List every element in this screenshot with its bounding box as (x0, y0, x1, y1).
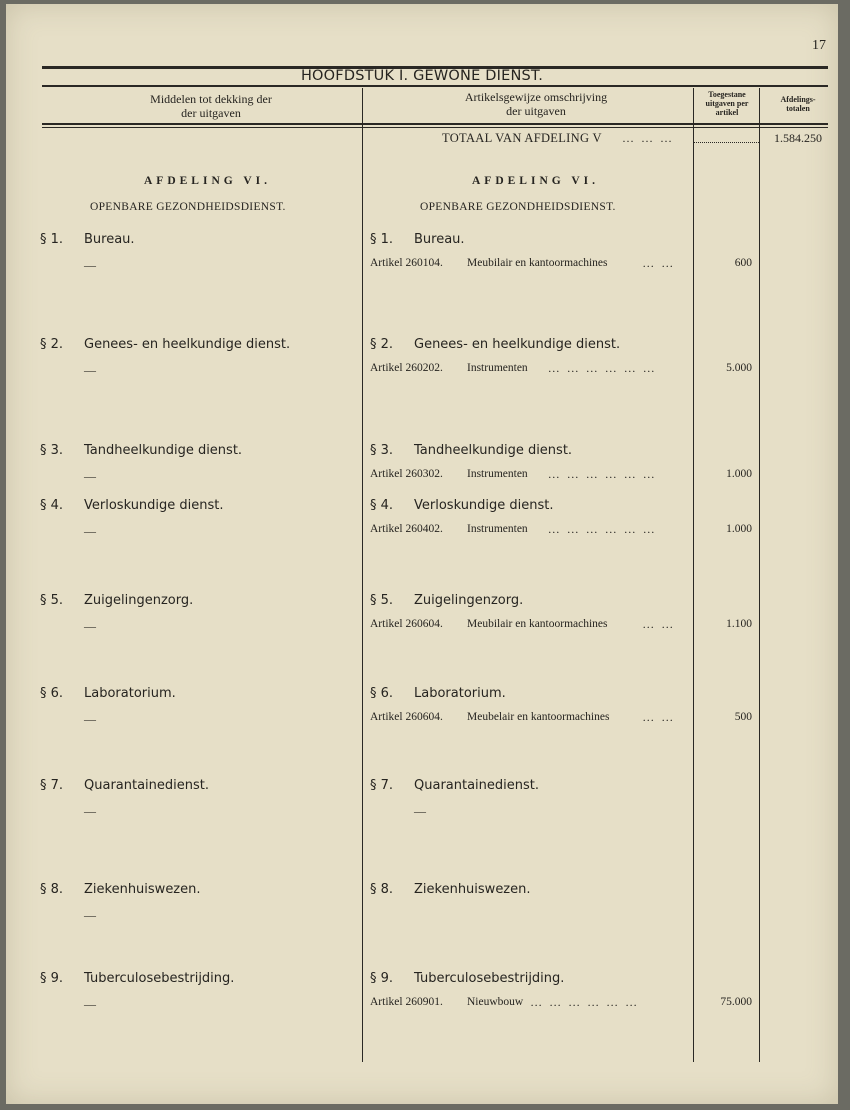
total-underline (693, 128, 759, 143)
left-section-name: Ziekenhuiswezen. (84, 882, 201, 897)
right-section-number: § 6. (370, 686, 394, 701)
left-section-number: § 9. (40, 971, 64, 986)
left-section-name: Quarantainedienst. (84, 778, 210, 793)
document-page (6, 4, 838, 1104)
title-rule (42, 85, 828, 87)
right-section-number: § 8. (370, 882, 394, 897)
left-dash: — (84, 908, 96, 922)
article-number: Artikel 260402. (370, 523, 443, 535)
article-description: Instrumenten (467, 523, 528, 535)
right-section-name: Verloskundige dienst. (414, 498, 554, 513)
left-section-name: Tuberculosebestrijding. (84, 971, 235, 986)
article-amount: 600 (734, 257, 752, 269)
article-dots: … … … … … … (530, 995, 640, 1009)
right-section-number: § 3. (370, 443, 394, 458)
header-rule (42, 123, 828, 125)
page-number: 17 (812, 38, 826, 53)
left-section-number: § 7. (40, 778, 64, 793)
column-header-totals: Afdelings- totalen (780, 95, 816, 113)
right-dash: — (414, 804, 426, 818)
left-section-number: § 2. (40, 337, 64, 352)
article-amount: 75.000 (720, 996, 752, 1008)
article-dots: … … … … … … (547, 522, 657, 536)
total-dots: … … … (622, 131, 674, 145)
column-divider-totals (759, 88, 760, 1062)
chapter-title: HOOFDSTUK I. GEWONE DIENST. (300, 68, 544, 84)
article-number: Artikel 260901. (370, 996, 443, 1008)
left-dash: — (84, 524, 96, 538)
left-section-name: Laboratorium. (84, 686, 176, 701)
article-description: Meubilair en kantoormachines (467, 618, 608, 630)
left-afdeling-heading: AFDELING VI. (144, 175, 272, 187)
column-header-allowed: Toegestane uitgaven per artikel (705, 90, 749, 117)
article-dots: … … … … … … (547, 467, 657, 481)
right-section-number: § 4. (370, 498, 394, 513)
right-section-number: § 9. (370, 971, 394, 986)
left-section-name: Zuigelingenzorg. (84, 593, 194, 608)
total-label: TOTAAL VAN AFDELING V (442, 131, 602, 145)
total-value: 1.584.250 (774, 131, 822, 145)
left-dash: — (84, 712, 96, 726)
right-section-name: Quarantainedienst. (414, 778, 540, 793)
article-number: Artikel 260302. (370, 468, 443, 480)
right-dienst-heading: OPENBARE GEZONDHEIDSDIENST. (420, 201, 616, 213)
right-section-name: Tandheelkundige dienst. (414, 443, 573, 458)
left-section-number: § 4. (40, 498, 64, 513)
left-section-name: Genees- en heelkundige dienst. (84, 337, 291, 352)
article-description: Meubilair en kantoormachines (467, 257, 608, 269)
article-number: Artikel 260104. (370, 257, 443, 269)
left-section-number: § 3. (40, 443, 64, 458)
article-amount: 500 (734, 711, 752, 723)
right-afdeling-heading: AFDELING VI. (472, 175, 600, 187)
article-amount: 1.100 (726, 618, 752, 630)
left-dash: — (84, 619, 96, 633)
right-section-name: Genees- en heelkundige dienst. (414, 337, 621, 352)
right-section-name: Zuigelingenzorg. (414, 593, 524, 608)
right-section-number: § 2. (370, 337, 394, 352)
left-dash: — (84, 804, 96, 818)
left-section-number: § 1. (40, 232, 64, 247)
article-number: Artikel 260604. (370, 711, 443, 723)
column-header-description: Artikelsgewijze omschrijving der uitgaven (464, 90, 608, 118)
left-section-number: § 6. (40, 686, 64, 701)
left-dash: — (84, 997, 96, 1011)
left-section-name: Bureau. (84, 232, 135, 247)
article-description: Instrumenten (467, 468, 528, 480)
article-amount: 1.000 (726, 523, 752, 535)
right-section-name: Laboratorium. (414, 686, 506, 701)
article-dots: … … … … … … (547, 361, 657, 375)
right-section-number: § 5. (370, 593, 394, 608)
right-section-name: Tuberculosebestrijding. (414, 971, 565, 986)
article-number: Artikel 260604. (370, 618, 443, 630)
left-section-name: Verloskundige dienst. (84, 498, 224, 513)
right-section-name: Ziekenhuiswezen. (414, 882, 531, 897)
article-number: Artikel 260202. (370, 362, 443, 374)
article-dots: … … (642, 256, 676, 270)
column-header-means: Middelen tot dekking der der uitgaven (150, 92, 272, 120)
article-description: Meubelair en kantoormachines (467, 711, 610, 723)
left-dienst-heading: OPENBARE GEZONDHEIDSDIENST. (90, 201, 286, 213)
article-amount: 5.000 (726, 362, 752, 374)
article-description: Instrumenten (467, 362, 528, 374)
article-amount: 1.000 (726, 468, 752, 480)
right-section-number: § 1. (370, 232, 394, 247)
column-divider-left (362, 88, 363, 1062)
right-section-number: § 7. (370, 778, 394, 793)
left-section-name: Tandheelkundige dienst. (84, 443, 243, 458)
left-dash: — (84, 469, 96, 483)
article-description: Nieuwbouw (467, 996, 524, 1008)
right-section-name: Bureau. (414, 232, 465, 247)
left-section-number: § 5. (40, 593, 64, 608)
left-section-number: § 8. (40, 882, 64, 897)
column-divider-allowed (693, 88, 694, 1062)
article-dots: … … (642, 710, 676, 724)
left-dash: — (84, 258, 96, 272)
article-dots: … … (642, 617, 676, 631)
left-dash: — (84, 363, 96, 377)
